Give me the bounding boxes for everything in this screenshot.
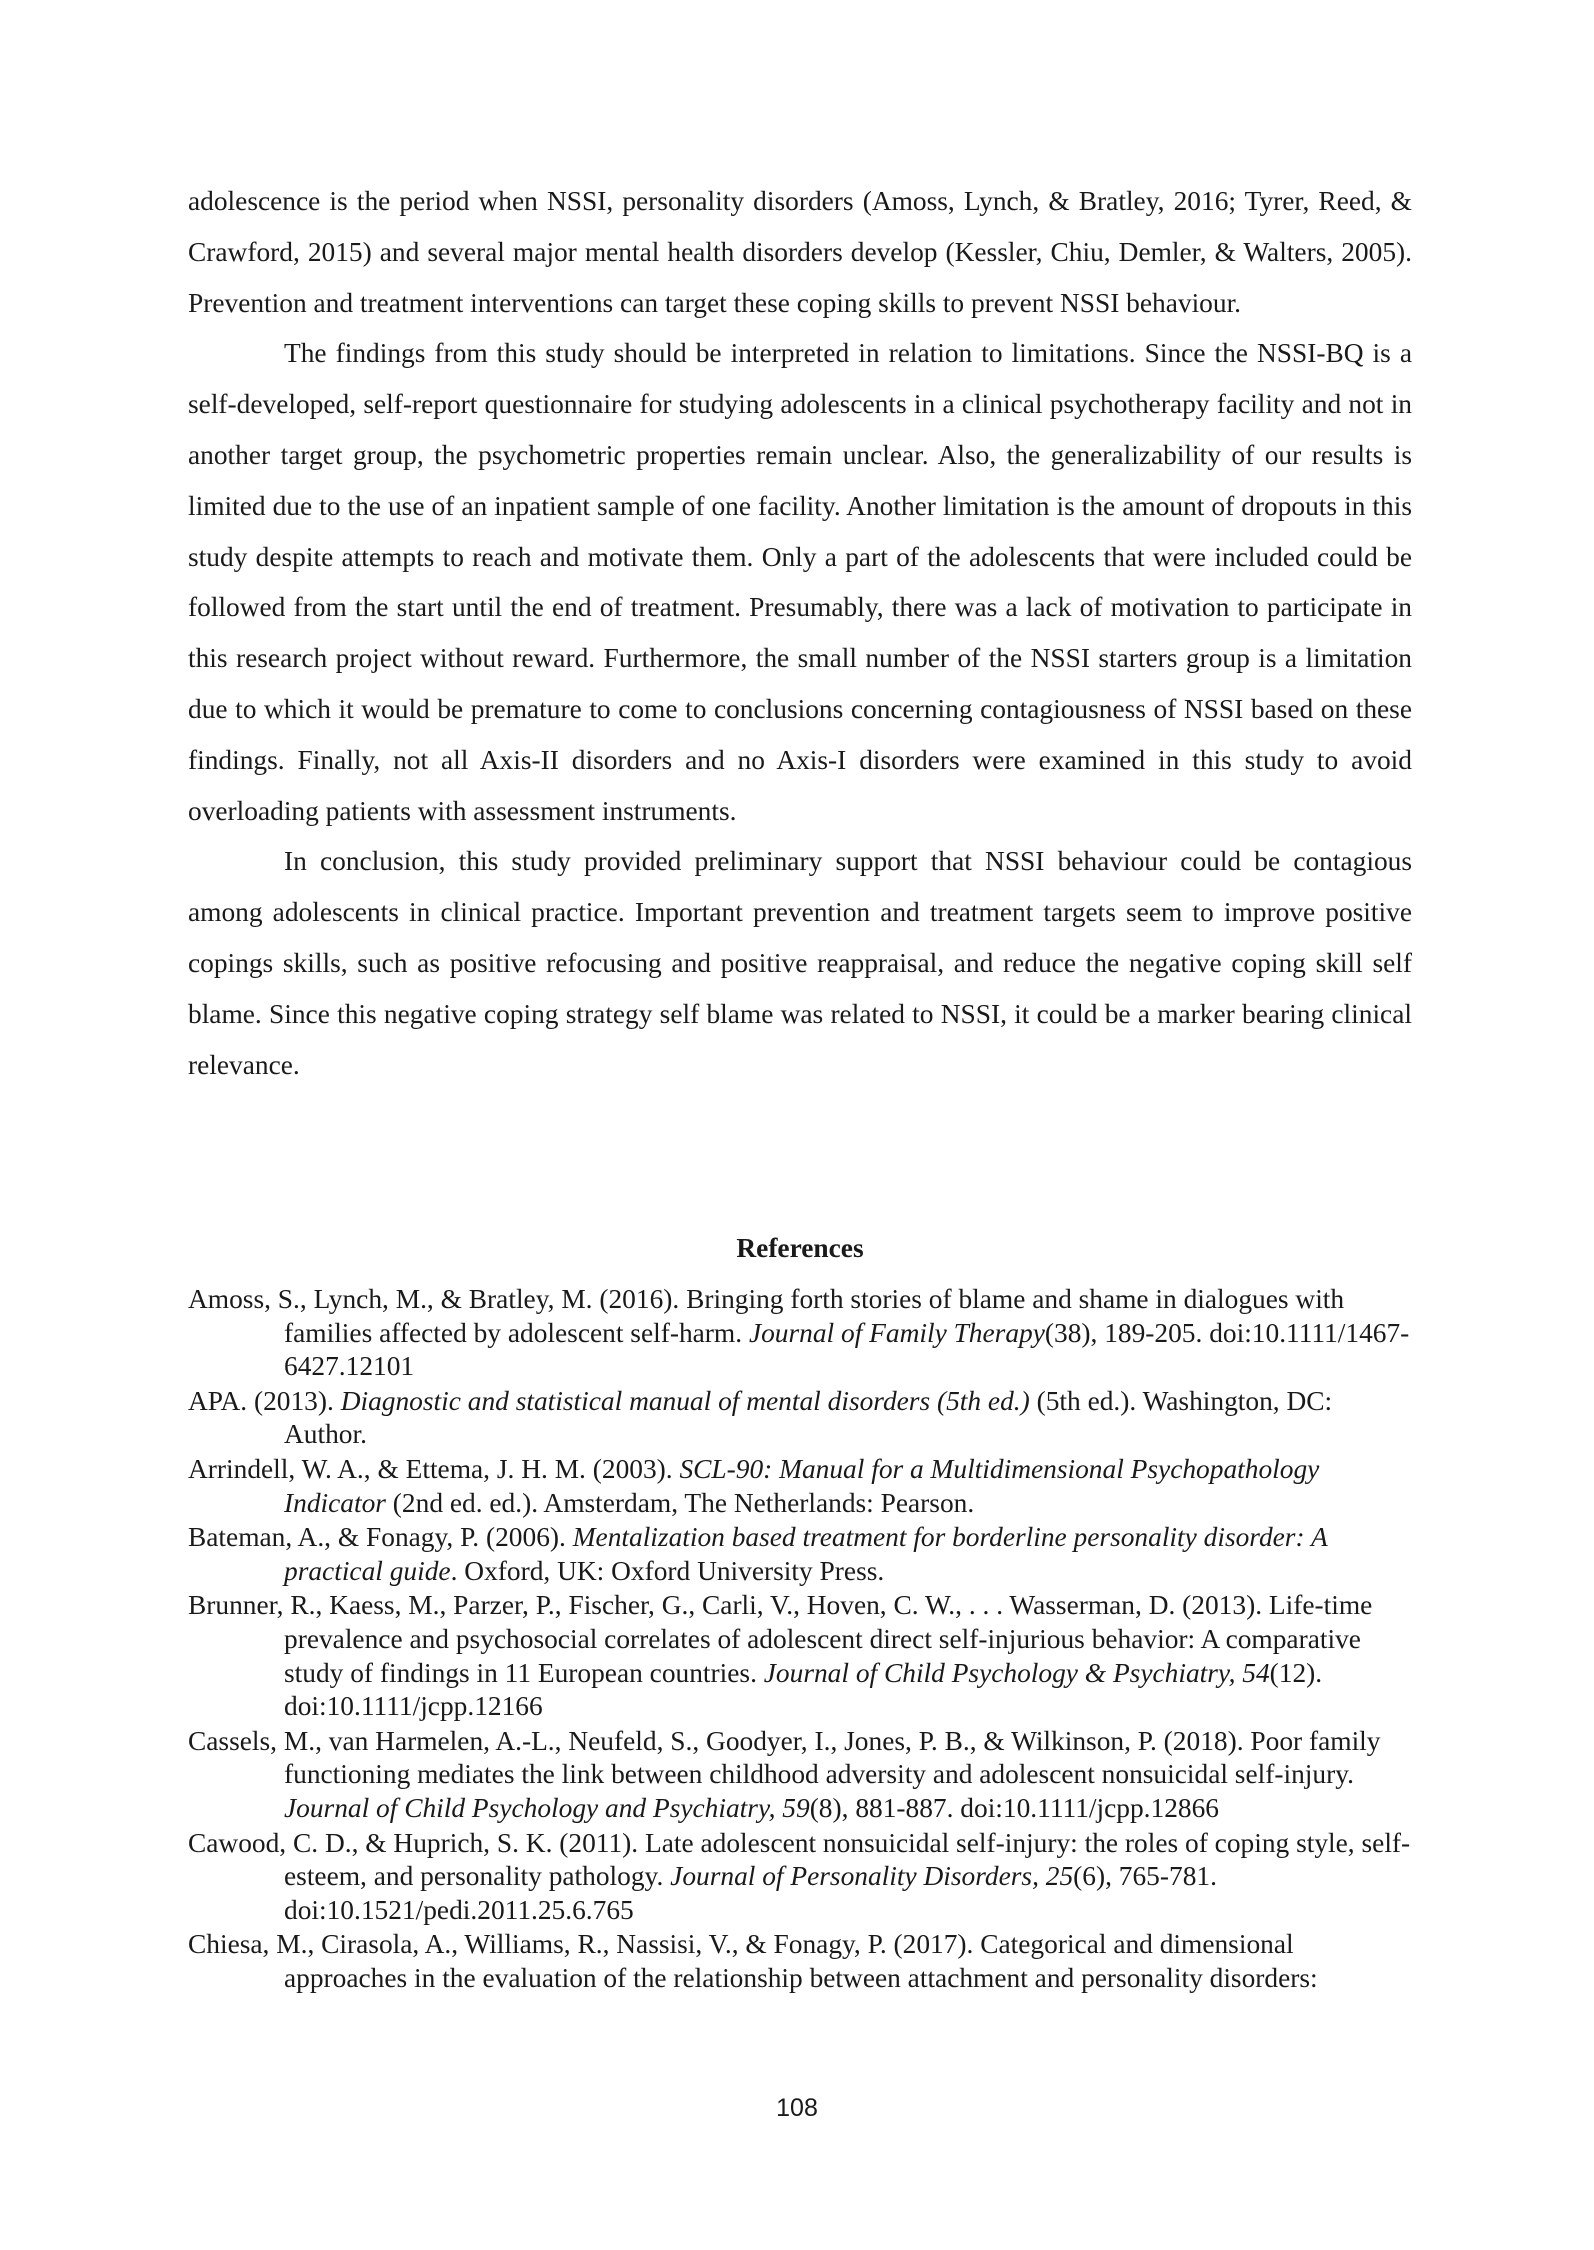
page-number: 108: [776, 2094, 818, 2122]
paragraph-continuation: adolescence is the period when NSSI, personality disorders (Amoss, Lynch, & Bratley, 2016; Tyrer, Reed, & Crawford, 2015) and several major mental health disorders develop (Kessler, Chiu, Demler, & Walters, 2005). Prevention and treatment interventions can target these coping skills to prevent NSSI behaviour.: [188, 186, 1412, 318]
reference-item: Bateman, A., & Fonagy, P. (2006). Mentalization based treatment for borderline personality disorder: A practical guide. Oxford, UK: Oxford University Press.: [188, 1522, 1328, 1586]
reference-item: APA. (2013). Diagnostic and statistical manual of mental disorders (5th ed.) (5th ed.). Washington, DC: Author.: [188, 1385, 1333, 1450]
reference-item: Amoss, S., Lynch, M., & Bratley, M. (2016). Bringing forth stories of blame and shame in dialogues with families affected by adolescent self-harm. Journal of Family Therapy(38), 189-205. doi:10.1111/1467-6427.12101: [188, 1284, 1410, 1382]
reference-item: Chiesa, M., Cirasola, A., Williams, R., Nassisi, V., & Fonagy, P. (2017). Categorical and dimensional approaches in the evaluation of the relationship between attachment and personality disorders:: [188, 1929, 1318, 1993]
references-heading: References: [736, 1233, 864, 1263]
reference-item: Brunner, R., Kaess, M., Parzer, P., Fischer, G., Carli, V., Hoven, C. W., . . . Wasserman, D. (2013). Life-time prevalence and psychosocial correlates of adolescent direct self-injurious behavior: A comparative study of findings in 11 European countries. Journal of Child Psychology & Psychiatry, 54(12). doi:10.1111/jcpp.12166: [188, 1590, 1373, 1722]
paragraph-conclusion: In conclusion, this study provided preliminary support that NSSI behaviour could be contagious among adolescents in clinical practice. Important prevention and treatment targets seem to improve positive copings skills, such as positive refocusing and positive reappraisal, and reduce the negative coping skill self blame. Since this negative coping strategy self blame was related to NSSI, it could be a marker bearing clinical relevance.: [188, 846, 1412, 1080]
body-text: [188, 176, 1412, 1090]
reference-list: [188, 1283, 1412, 1996]
reference-item: Arrindell, W. A., & Ettema, J. H. M. (2003). SCL-90: Manual for a Multidimensional Psychopathology Indicator (2nd ed. ed.). Amsterdam, The Netherlands: Pearson.: [188, 1453, 1320, 1518]
paragraph-limitations: The findings from this study should be interpreted in relation to limitations. Since the NSSI-BQ is a self-developed, self-report questionnaire for studying adolescents in a clinical psychotherapy facility and not in another target group, the psychometric properties remain unclear. Also, the generalizability of our results is limited due to the use of an inpatient sample of one facility. Another limitation is the amount of dropouts in this study despite attempts to reach and motivate them. Only a part of the adolescents that were included could be followed from the start until the end of treatment. Presumably, there was a lack of motivation to participate in this research project without reward. Furthermore, the small number of the NSSI starters group is a limitation due to which it would be premature to come to conclusions concerning contagiousness of NSSI based on these findings. Finally, not all Axis-II disorders and no Axis-I disorders were examined in this study to avoid overloading patients with assessment instruments.: [188, 338, 1412, 826]
reference-item: Cassels, M., van Harmelen, A.-L., Neufeld, S., Goodyer, I., Jones, P. B., & Wilkinson, P. (2018). Poor family functioning mediates the link between childhood adversity and adolescent nonsuicidal self-injury. Journal of Child Psychology and Psychiatry, 59(8), 881-887. doi:10.1111/jcpp.12866: [188, 1725, 1381, 1823]
reference-item: Cawood, C. D., & Huprich, S. K. (2011). Late adolescent nonsuicidal self-injury: the roles of coping style, self-esteem, and personality pathology. Journal of Personality Disorders, 25(6), 765-781. doi:10.1521/pedi.2011.25.6.765: [188, 1827, 1411, 1925]
